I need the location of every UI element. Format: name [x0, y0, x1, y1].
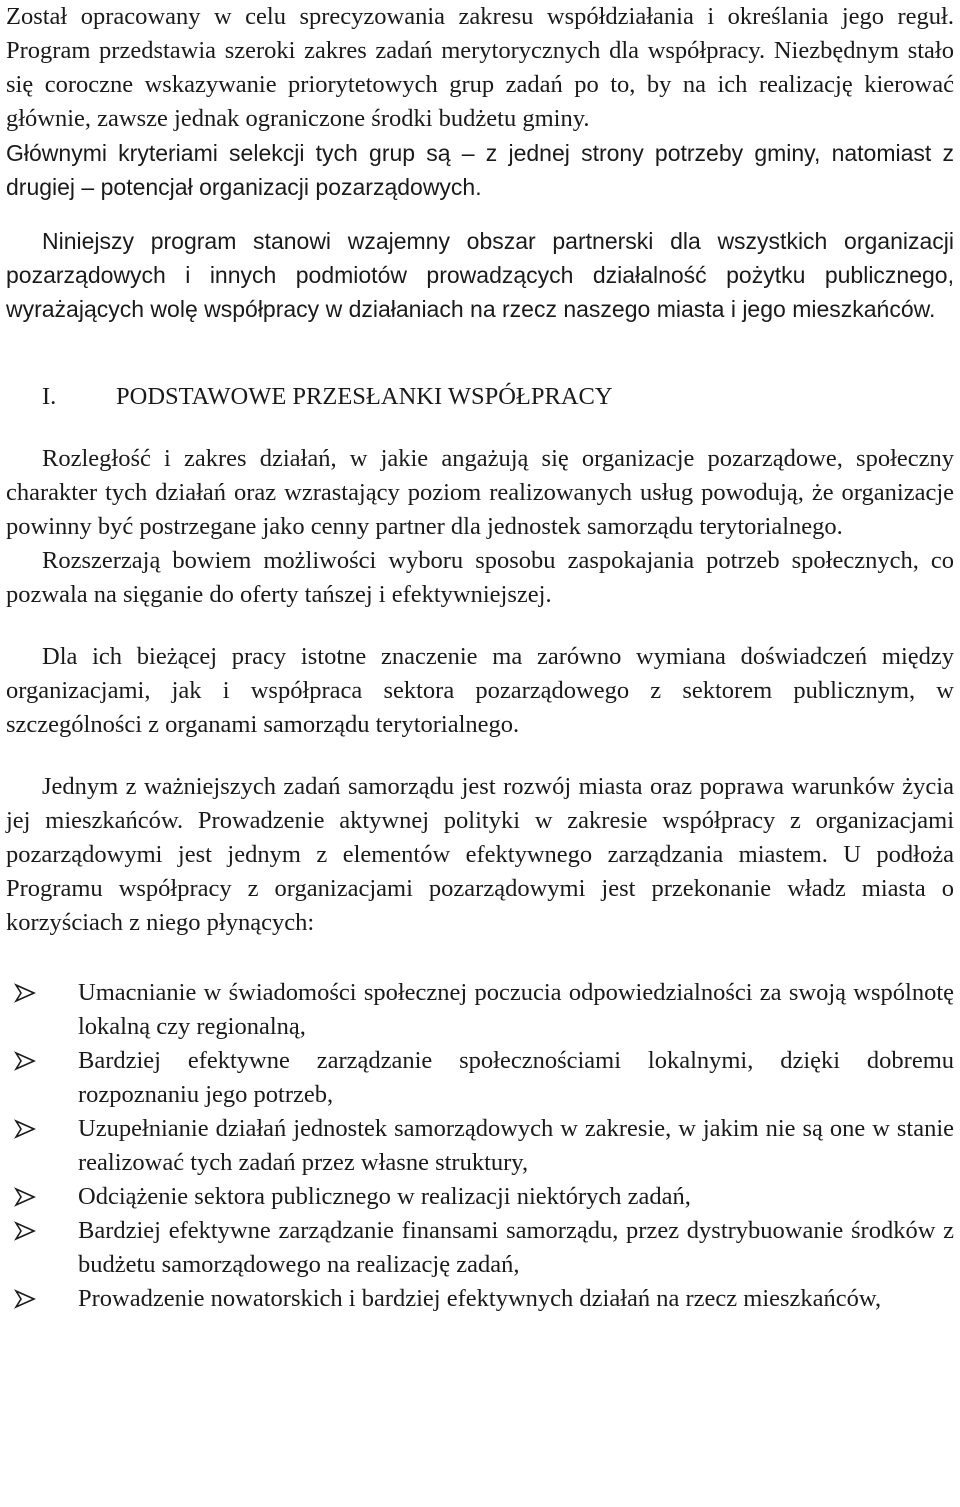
spacer — [6, 414, 954, 442]
section-number: I. — [42, 383, 57, 410]
list-item — [6, 1282, 954, 1316]
list-item — [6, 1112, 954, 1180]
benefits-list — [6, 976, 954, 1316]
spacer — [6, 204, 954, 224]
paragraph-scope: Rozległość i zakres działań, w jakie angażują się organizacje pozarządowe, społeczny charakter tych działań oraz wzrastający poziom realizowanych usług powodują, że organizacje powinny być postrzegane jako cenny partner dla jednostek samorządu terytorialnego. — [6, 445, 954, 540]
list-item — [6, 976, 954, 1044]
paragraph-intro-continued: Został opracowany w celu sprecyzowania zakresu współdziałania i określania jego reguł. Program przedstawia szeroki zakres zadań merytorycznych dla współpracy. Niezbędnym stało się coroczne wskazywanie priorytetowych grup zadań po to, by na ich realizację kierować głównie, zawsze jednak ograniczone środki budżetu gminy. — [6, 3, 954, 132]
arrowhead-bullet-icon — [14, 1119, 36, 1139]
list-item-text: Umacnianie w świadomości społecznej poczucia odpowiedzialności za swoją wspólnotę lokalną czy regionalną, — [78, 979, 954, 1040]
spacer — [6, 742, 954, 770]
section-title: PODSTAWOWE PRZESŁANKI WSPÓŁPRACY — [116, 383, 613, 410]
list-item — [6, 1214, 954, 1282]
arrowhead-bullet-icon — [14, 1187, 36, 1207]
paragraph-expand: Rozszerzają bowiem możliwości wyboru sposobu zaspokajania potrzeb społecznych, co pozwala na sięganie do oferty tańszej i efektywniejszej. — [6, 547, 954, 608]
list-item-text: Uzupełnianie działań jednostek samorządowych w zakresie, w jakim nie są one w stanie realizować tych zadań przez własne struktury, — [78, 1115, 954, 1176]
list-item-text: Odciążenie sektora publicznego w realizacji niektórych zadań, — [78, 1183, 691, 1210]
paragraph-criteria: Głównymi kryteriami selekcji tych grup są – z jednej strony potrzeby gminy, natomiast z drugiej – potencjał organizacji pozarządowych. — [6, 140, 954, 200]
spacer — [6, 940, 954, 976]
section-heading — [6, 380, 954, 414]
paragraph-work: Dla ich bieżącej pracy istotne znaczenie ma zarówno wymiana doświadczeń między organizacjami, jak i współpraca sektora pozarządowego z sektorem publicznym, w szczególności z organami samorządu terytorialnego. — [6, 643, 954, 738]
list-item — [6, 1044, 954, 1112]
paragraph-program: Niniejszy program stanowi wzajemny obszar partnerski dla wszystkich organizacji pozarządowych i innych podmiotów prowadzących działalność pożytku publicznego, wyrażających wolę współpracy w działaniach na rzecz naszego miasta i jego mieszkańców. — [6, 228, 954, 322]
arrowhead-bullet-icon — [14, 983, 36, 1003]
arrowhead-bullet-icon — [14, 1221, 36, 1241]
document-page — [6, 0, 954, 1316]
spacer — [6, 612, 954, 640]
paragraph-tasks: Jednym z ważniejszych zadań samorządu jest rozwój miasta oraz poprawa warunków życia jej mieszkańców. Prowadzenie aktywnej polityki w zakresie współpracy z organizacjami pozarządowymi jest jednym z elementów efektywnego zarządzania miastem. U podłoża Programu współpracy z organizacjami pozarządowymi jest przekonanie władz miasta o korzyściach z niego płynących: — [6, 773, 954, 936]
arrowhead-bullet-icon — [14, 1051, 36, 1071]
arrowhead-bullet-icon — [14, 1289, 36, 1309]
list-item-text: Bardziej efektywne zarządzanie finansami samorządu, przez dystrybuowanie środków z budżetu samorządowego na realizację zadań, — [78, 1217, 954, 1278]
list-item-text: Prowadzenie nowatorskich i bardziej efektywnych działań na rzecz mieszkańców, — [78, 1285, 882, 1312]
list-item-text: Bardziej efektywne zarządzanie społecznościami lokalnymi, dzięki dobremu rozpoznaniu jego potrzeb, — [78, 1047, 954, 1108]
list-item — [6, 1180, 954, 1214]
